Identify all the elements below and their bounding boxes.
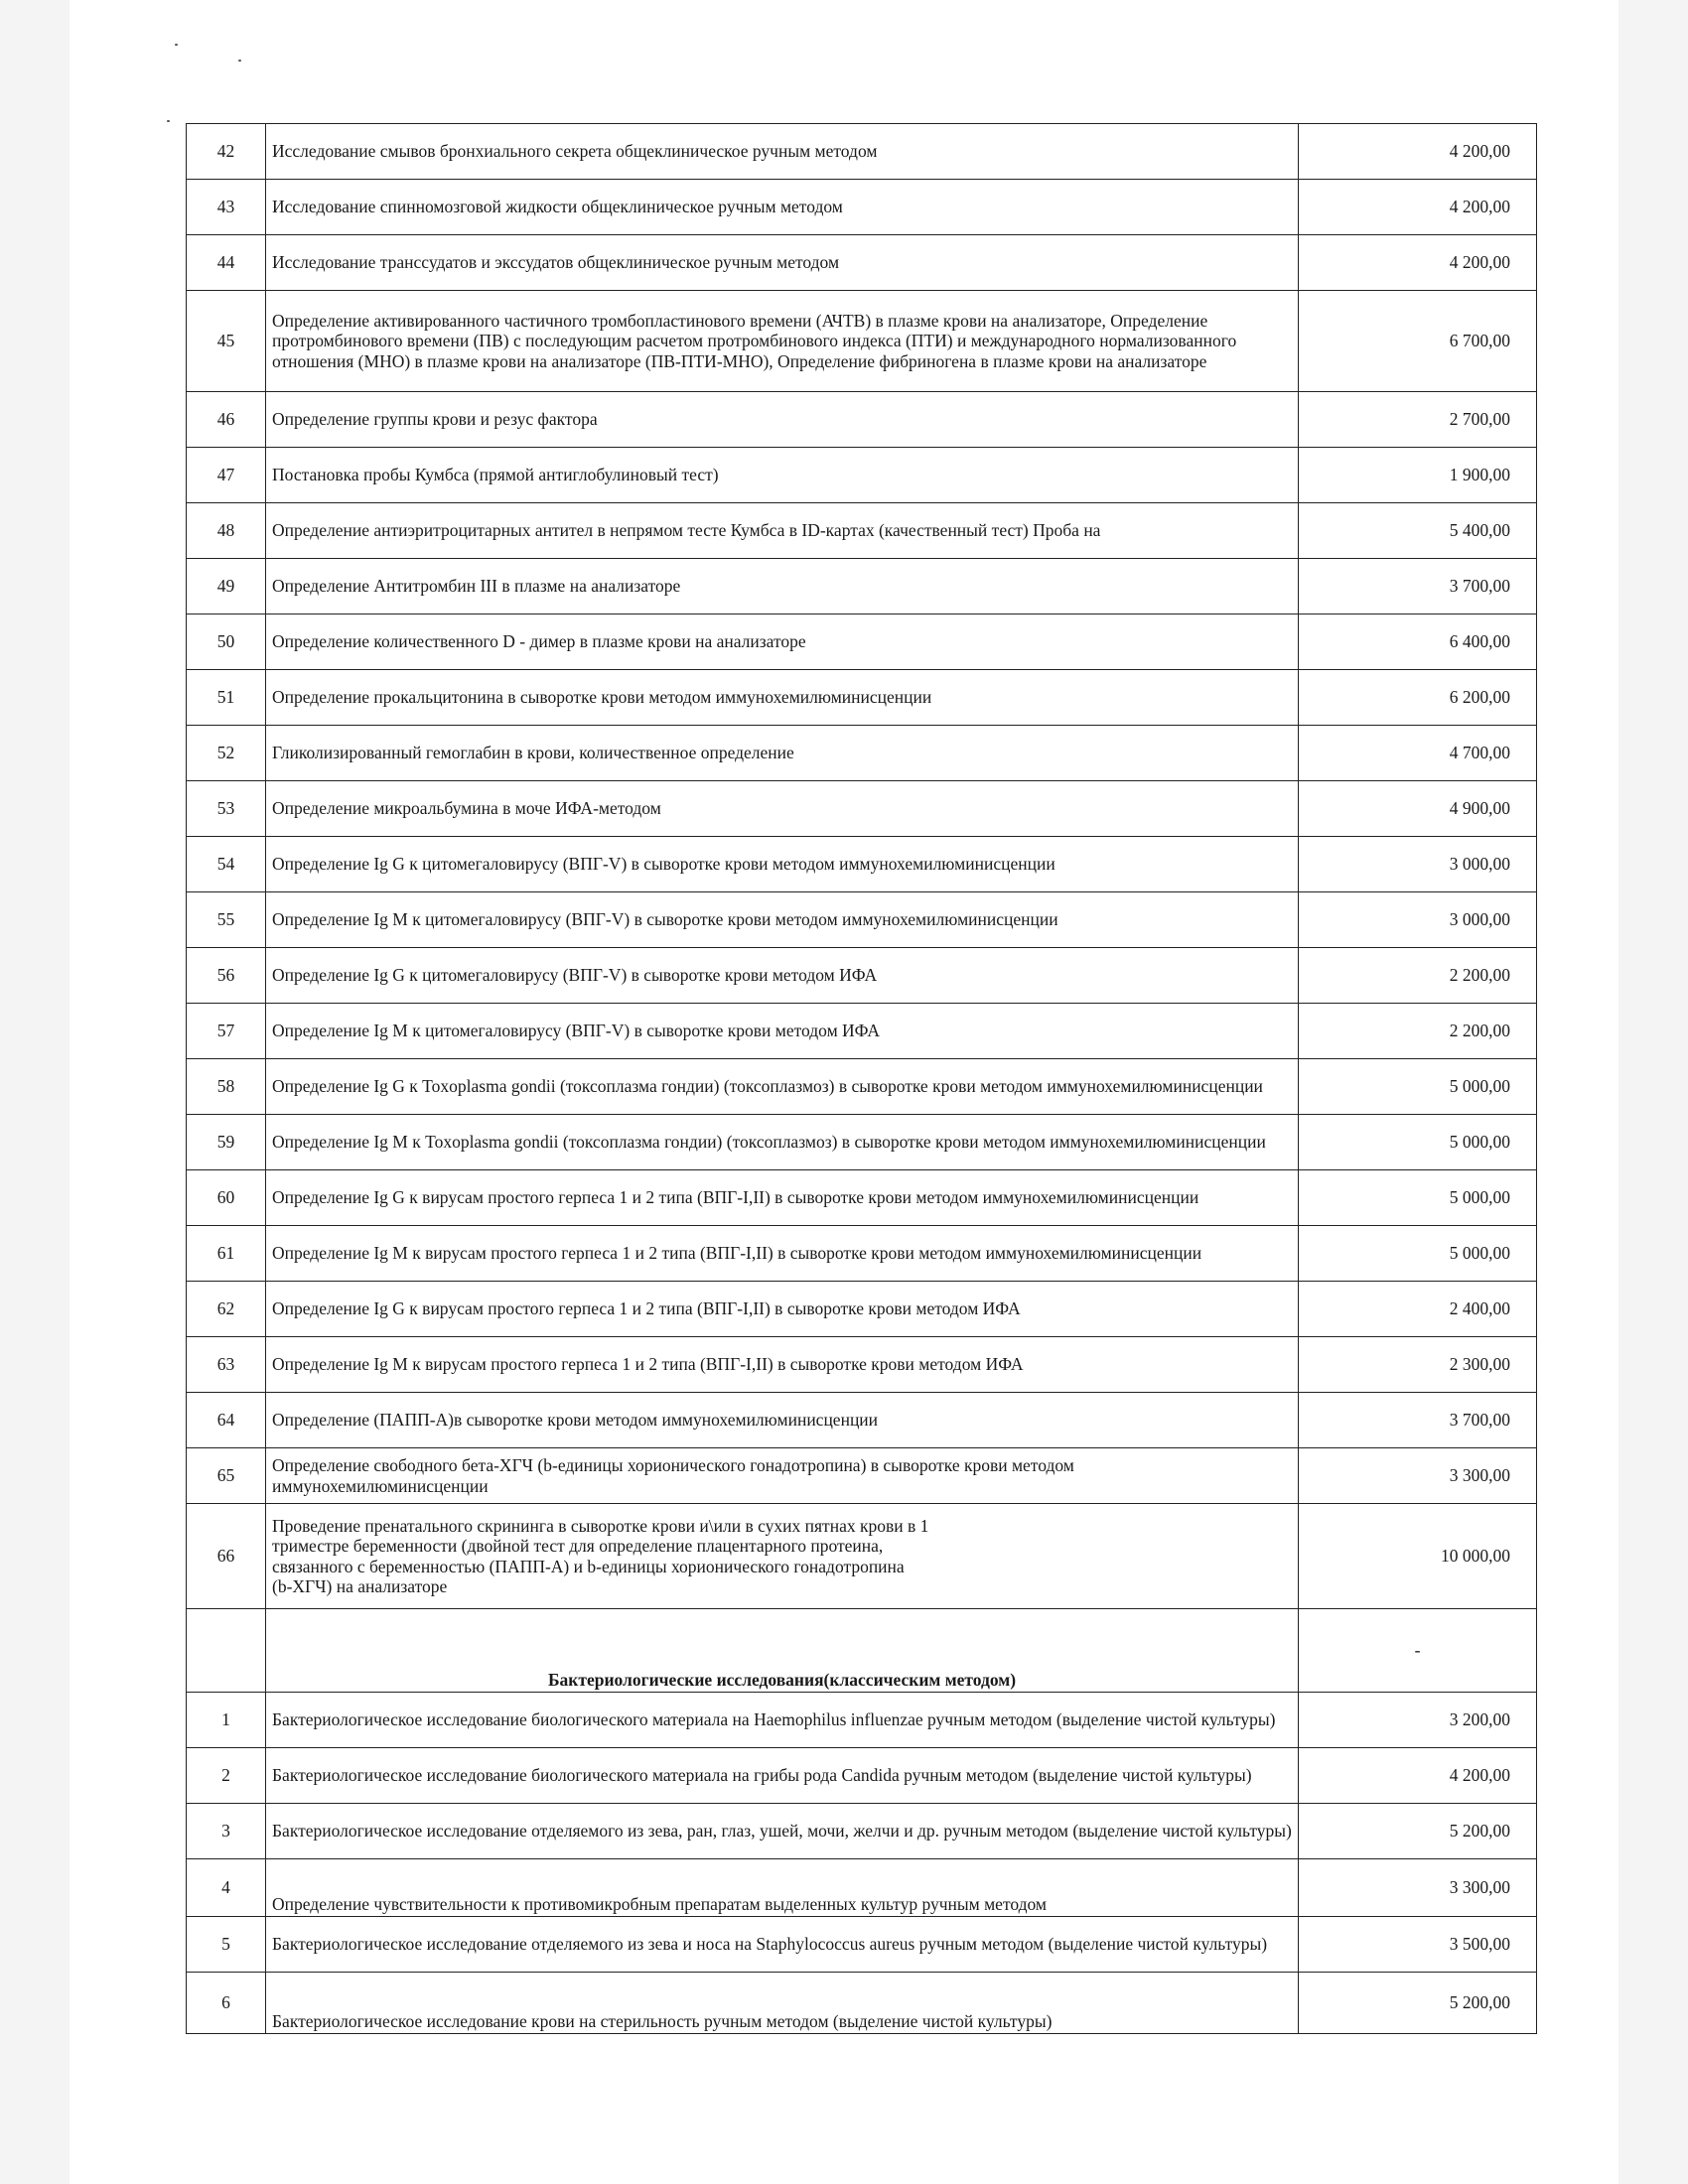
table-row: [187, 1004, 1537, 1059]
section-title: Бактериологические исследования(классическим методом): [266, 1609, 1299, 1693]
service-name-line: триместре беременности (двойной тест для определение плацентарного протеина,: [272, 1536, 884, 1557]
table-row: [187, 1337, 1537, 1393]
service-name: Определение свободного бета-ХГЧ (b-единицы хорионического гонадотропина) в сыворотке крови методом иммунохемилюминисценции: [266, 1448, 1299, 1504]
service-price: 4 700,00: [1299, 726, 1537, 781]
scan-speck: [175, 44, 178, 46]
service-name: Определение чувствительности к противомикробным препаратам выделенных культур ручным методом: [266, 1859, 1299, 1917]
table-row: [187, 781, 1537, 837]
table-row: [187, 559, 1537, 614]
service-name: Определение Ig M к вирусам простого герпеса 1 и 2 типа (ВПГ-I,II) в сыворотке крови методом иммунохемилюминисценции: [266, 1226, 1299, 1282]
service-name: Определение группы крови и резус фактора: [266, 392, 1299, 448]
section-price: -: [1299, 1609, 1537, 1693]
row-number: 6: [187, 1973, 266, 2034]
service-price: 3 000,00: [1299, 892, 1537, 948]
row-number: 51: [187, 670, 266, 726]
service-name: Бактериологическое исследование крови на стерильность ручным методом (выделение чистой культуры): [266, 1973, 1299, 2034]
table-row: [187, 291, 1537, 392]
service-price: 2 300,00: [1299, 1337, 1537, 1393]
table-row: [187, 1504, 1537, 1609]
table-row: [187, 1748, 1537, 1804]
table-row: [187, 1282, 1537, 1337]
row-number: 5: [187, 1917, 266, 1973]
row-number: 43: [187, 180, 266, 235]
row-number: 1: [187, 1693, 266, 1748]
scan-speck: [238, 60, 241, 62]
table-row: [187, 892, 1537, 948]
table-row: [187, 235, 1537, 291]
service-name-line: связанного с беременностью (ПАПП-А) и b-единицы хорионического гонадотропина: [272, 1556, 905, 1576]
service-name: Определение Ig G к вирусам простого герпеса 1 и 2 типа (ВПГ-I,II) в сыворотке крови методом иммунохемилюминисценции: [266, 1170, 1299, 1226]
service-name: Определение Ig M к вирусам простого герпеса 1 и 2 типа (ВПГ-I,II) в сыворотке крови методом ИФА: [266, 1337, 1299, 1393]
row-number: 64: [187, 1393, 266, 1448]
service-name: Бактериологическое исследование биологического материала на грибы рода Candida ручным методом (выделение чистой культуры): [266, 1748, 1299, 1804]
service-price: 3 300,00: [1299, 1859, 1537, 1917]
row-number: 65: [187, 1448, 266, 1504]
service-price: 4 200,00: [1299, 180, 1537, 235]
row-number: 56: [187, 948, 266, 1004]
row-number: 52: [187, 726, 266, 781]
table-row: [187, 670, 1537, 726]
service-price: 6 700,00: [1299, 291, 1537, 392]
service-name: Исследование смывов бронхиального секрета общеклиническое ручным методом: [266, 124, 1299, 180]
service-price: 3 700,00: [1299, 1393, 1537, 1448]
service-price: 4 200,00: [1299, 1748, 1537, 1804]
service-price: 4 900,00: [1299, 781, 1537, 837]
service-name-line: Проведение пренатального скрининга в сыворотке крови и\или в сухих пятнах крови в 1: [272, 1515, 929, 1536]
service-name: Исследование транссудатов и экссудатов общеклиническое ручным методом: [266, 235, 1299, 291]
service-name: Постановка пробы Кумбса (прямой антиглобулиновый тест): [266, 448, 1299, 503]
table-row: [187, 1115, 1537, 1170]
table-row: [187, 1059, 1537, 1115]
service-price: 5 000,00: [1299, 1115, 1537, 1170]
row-number: 4: [187, 1859, 266, 1917]
service-price: 2 200,00: [1299, 948, 1537, 1004]
table-row: [187, 1973, 1537, 2034]
service-price: 2 700,00: [1299, 392, 1537, 448]
service-name: Исследование спинномозговой жидкости общеклиническое ручным методом: [266, 180, 1299, 235]
service-price: 5 200,00: [1299, 1973, 1537, 2034]
service-price: 5 200,00: [1299, 1804, 1537, 1859]
row-number: 42: [187, 124, 266, 180]
service-name: Гликолизированный гемоглабин в крови, количественное определение: [266, 726, 1299, 781]
service-name: Определение Ig G к Toxoplasma gondii (токсоплазма гондии) (токсоплазмоз) в сыворотке крови методом иммунохемилюминисценции: [266, 1059, 1299, 1115]
table-row: [187, 1448, 1537, 1504]
service-price: 3 300,00: [1299, 1448, 1537, 1504]
table-row: [187, 726, 1537, 781]
service-name: Определение Ig M к Toxoplasma gondii (токсоплазма гондии) (токсоплазмоз) в сыворотке крови методом иммунохемилюминисценции: [266, 1115, 1299, 1170]
service-price: 4 200,00: [1299, 124, 1537, 180]
table-row: [187, 614, 1537, 670]
service-price: 3 700,00: [1299, 559, 1537, 614]
service-price: 3 500,00: [1299, 1917, 1537, 1973]
table-row: [187, 837, 1537, 892]
table-row: [187, 1804, 1537, 1859]
service-price: 1 900,00: [1299, 448, 1537, 503]
row-number: 49: [187, 559, 266, 614]
row-number: 47: [187, 448, 266, 503]
table-row: [187, 1859, 1537, 1917]
service-price: 2 200,00: [1299, 1004, 1537, 1059]
row-number: 2: [187, 1748, 266, 1804]
service-name: Бактериологическое исследование отделяемого из зева, ран, глаз, ушей, мочи, желчи и др. ручным методом (выделение чистой культуры): [266, 1804, 1299, 1859]
table-row: [187, 948, 1537, 1004]
table-row: [187, 1393, 1537, 1448]
service-name: Определение активированного частичного тромбопластинового времени (АЧТВ) в плазме крови на анализаторе, Определение протромбинового времени (ПВ) с последующим расчетом протромбинового индекса (ПТИ) и международного нормализованного отношения (МНО) в плазме крови на анализаторе (ПВ-ПТИ-МНО), Определение фибриногена в плазме крови на анализаторе: [266, 291, 1299, 392]
row-number: 61: [187, 1226, 266, 1282]
row-number: 46: [187, 392, 266, 448]
table-row: [187, 392, 1537, 448]
row-number: 57: [187, 1004, 266, 1059]
service-price: 2 400,00: [1299, 1282, 1537, 1337]
row-number: 62: [187, 1282, 266, 1337]
scan-speck: [167, 120, 170, 122]
service-name: Определение Антитромбин III в плазме на анализаторе: [266, 559, 1299, 614]
row-number: 48: [187, 503, 266, 559]
price-list-body: [187, 124, 1537, 2034]
row-number: 45: [187, 291, 266, 392]
row-number: 63: [187, 1337, 266, 1393]
service-price: 4 200,00: [1299, 235, 1537, 291]
service-name: Определение количественного D - димер в плазме крови на анализаторе: [266, 614, 1299, 670]
service-price: 6 400,00: [1299, 614, 1537, 670]
price-list-table: [186, 123, 1537, 2034]
service-price: 6 200,00: [1299, 670, 1537, 726]
section-header-row: [187, 1609, 1537, 1693]
table-row: [187, 180, 1537, 235]
service-name: Определение Ig G к цитомегаловирусу (ВПГ-V) в сыворотке крови методом ИФА: [266, 948, 1299, 1004]
service-name: Определение (ПАПП-А)в сыворотке крови методом иммунохемилюминисценции: [266, 1393, 1299, 1448]
row-number: 59: [187, 1115, 266, 1170]
service-name: Определение Ig G к вирусам простого герпеса 1 и 2 типа (ВПГ-I,II) в сыворотке крови методом ИФА: [266, 1282, 1299, 1337]
table-row: [187, 1226, 1537, 1282]
service-price: 3 200,00: [1299, 1693, 1537, 1748]
row-number: 44: [187, 235, 266, 291]
service-name: Бактериологическое исследование биологического материала на Haemophilus influenzae ручным методом (выделение чистой культуры): [266, 1693, 1299, 1748]
table-row: [187, 124, 1537, 180]
row-number: 54: [187, 837, 266, 892]
service-name: [266, 1504, 1299, 1609]
row-number: [187, 1609, 266, 1693]
service-price: 5 000,00: [1299, 1170, 1537, 1226]
table-row: [187, 1693, 1537, 1748]
service-name: Определение Ig M к цитомегаловирусу (ВПГ-V) в сыворотке крови методом ИФА: [266, 1004, 1299, 1059]
service-price: 10 000,00: [1299, 1504, 1537, 1609]
table-row: [187, 1170, 1537, 1226]
service-name: Бактериологическое исследование отделяемого из зева и носа на Staphylococcus aureus ручным методом (выделение чистой культуры): [266, 1917, 1299, 1973]
service-price: 3 000,00: [1299, 837, 1537, 892]
service-name: Определение Ig G к цитомегаловирусу (ВПГ-V) в сыворотке крови методом иммунохемилюминисценции: [266, 837, 1299, 892]
service-name-line: (b-ХГЧ) на анализаторе: [272, 1575, 448, 1596]
service-price: 5 400,00: [1299, 503, 1537, 559]
service-name: Определение антиэритроцитарных антител в непрямом тесте Кумбса в ID-картах (качественный тест) Проба на: [266, 503, 1299, 559]
table-row: [187, 448, 1537, 503]
row-number: 66: [187, 1504, 266, 1609]
service-price: 5 000,00: [1299, 1059, 1537, 1115]
row-number: 55: [187, 892, 266, 948]
service-name: Определение микроальбумина в моче ИФА-методом: [266, 781, 1299, 837]
row-number: 58: [187, 1059, 266, 1115]
service-name: Определение прокальцитонина в сыворотке крови методом иммунохемилюминисценции: [266, 670, 1299, 726]
service-name: Определение Ig M к цитомегаловирусу (ВПГ-V) в сыворотке крови методом иммунохемилюминисценции: [266, 892, 1299, 948]
table-row: [187, 503, 1537, 559]
service-price: 5 000,00: [1299, 1226, 1537, 1282]
row-number: 60: [187, 1170, 266, 1226]
row-number: 53: [187, 781, 266, 837]
row-number: 50: [187, 614, 266, 670]
row-number: 3: [187, 1804, 266, 1859]
table-row: [187, 1917, 1537, 1973]
